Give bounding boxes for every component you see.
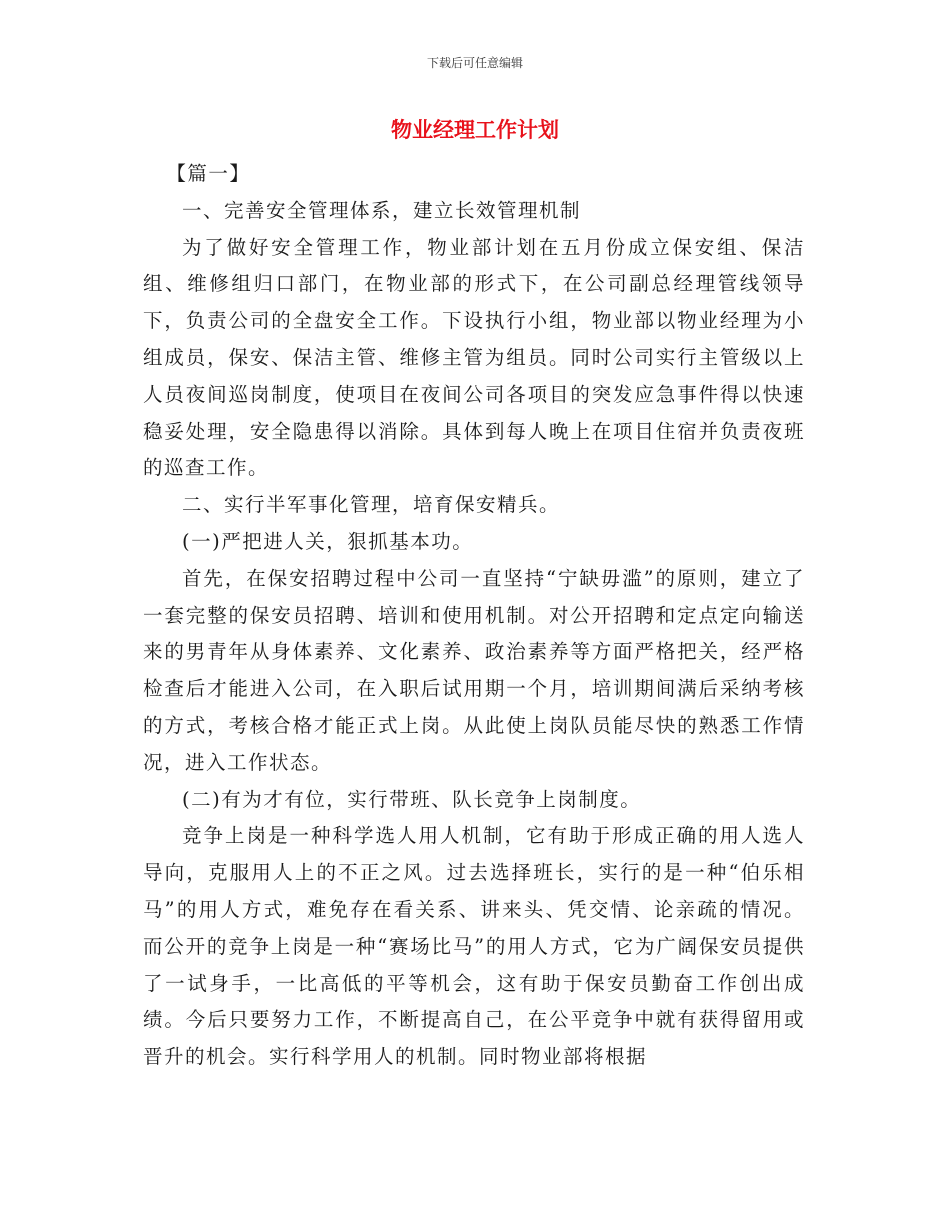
paragraph: 首先，在保安招聘过程中公司一直坚持“宁缺毋滥”的原则，建立了一套完整的保安员招聘、培训和使用机制。对公开招聘和定点定向输送来的男青年从身体素养、文化素养、政治素养等方面严格把关，经严格检查后才能进入公司，在入职后试用期一个月，培训期间满后采纳考核的方式，考核合格才能正式上岗。从此使上岗队员能尽快的熟悉工作情况，进入工作状态。	[143, 566, 805, 774]
section-label: 【篇一】	[166, 162, 251, 185]
heading-1: 一、完善安全管理体系，建立长效管理机制	[182, 198, 582, 222]
paragraph: 为了做好安全管理工作，物业部计划在五月份成立保安组、保洁组、维修组归口部门，在物业部的形式下，在公司副总经理管线领导下，负责公司的全盘安全工作。下设执行小组，物业部以物业经理为小组成员，保安、保洁主管、维修主管为组员。同时公司实行主管级以上人员夜间巡岗制度，使项目在夜间公司各项目的突发应急事件得以快速稳妥处理，安全隐患得以消除。具体到每人晚上在项目住宿并负责夜班的巡查工作。	[143, 235, 805, 480]
heading-2: 二、实行半军事化管理，培育保安精兵。	[182, 493, 561, 517]
document-title: 物业经理工作计划	[391, 118, 559, 142]
paragraph: 竞争上岗是一种科学选人用人机制，它有助于形成正确的用人选人导向，克服用人上的不正之风。过去选择班长，实行的是一种“伯乐相马”的用人方式，难免存在看关系、讲来头、凭交情、论亲疏的情况。而公开的竞争上岗是一种“赛场比马”的用人方式，它为广阔保安员提供了一试身手，一比高低的平等机会，这有助于保安员勤奋工作创出成绩。今后只要努力工作，不断提高自己，在公平竞争中就有获得留用或晋升的机会。实行科学用人的机制。同时物业部将根据	[143, 824, 805, 1069]
document-body	[143, 156, 805, 1076]
subheading-2: (二)有为才有位，实行带班、队长竞争上岗制度。	[182, 787, 642, 811]
page-header-note: 下载后可任意编辑	[426, 56, 523, 70]
subheading-1: (一)严把进人关，狠抓基本功。	[182, 529, 474, 553]
